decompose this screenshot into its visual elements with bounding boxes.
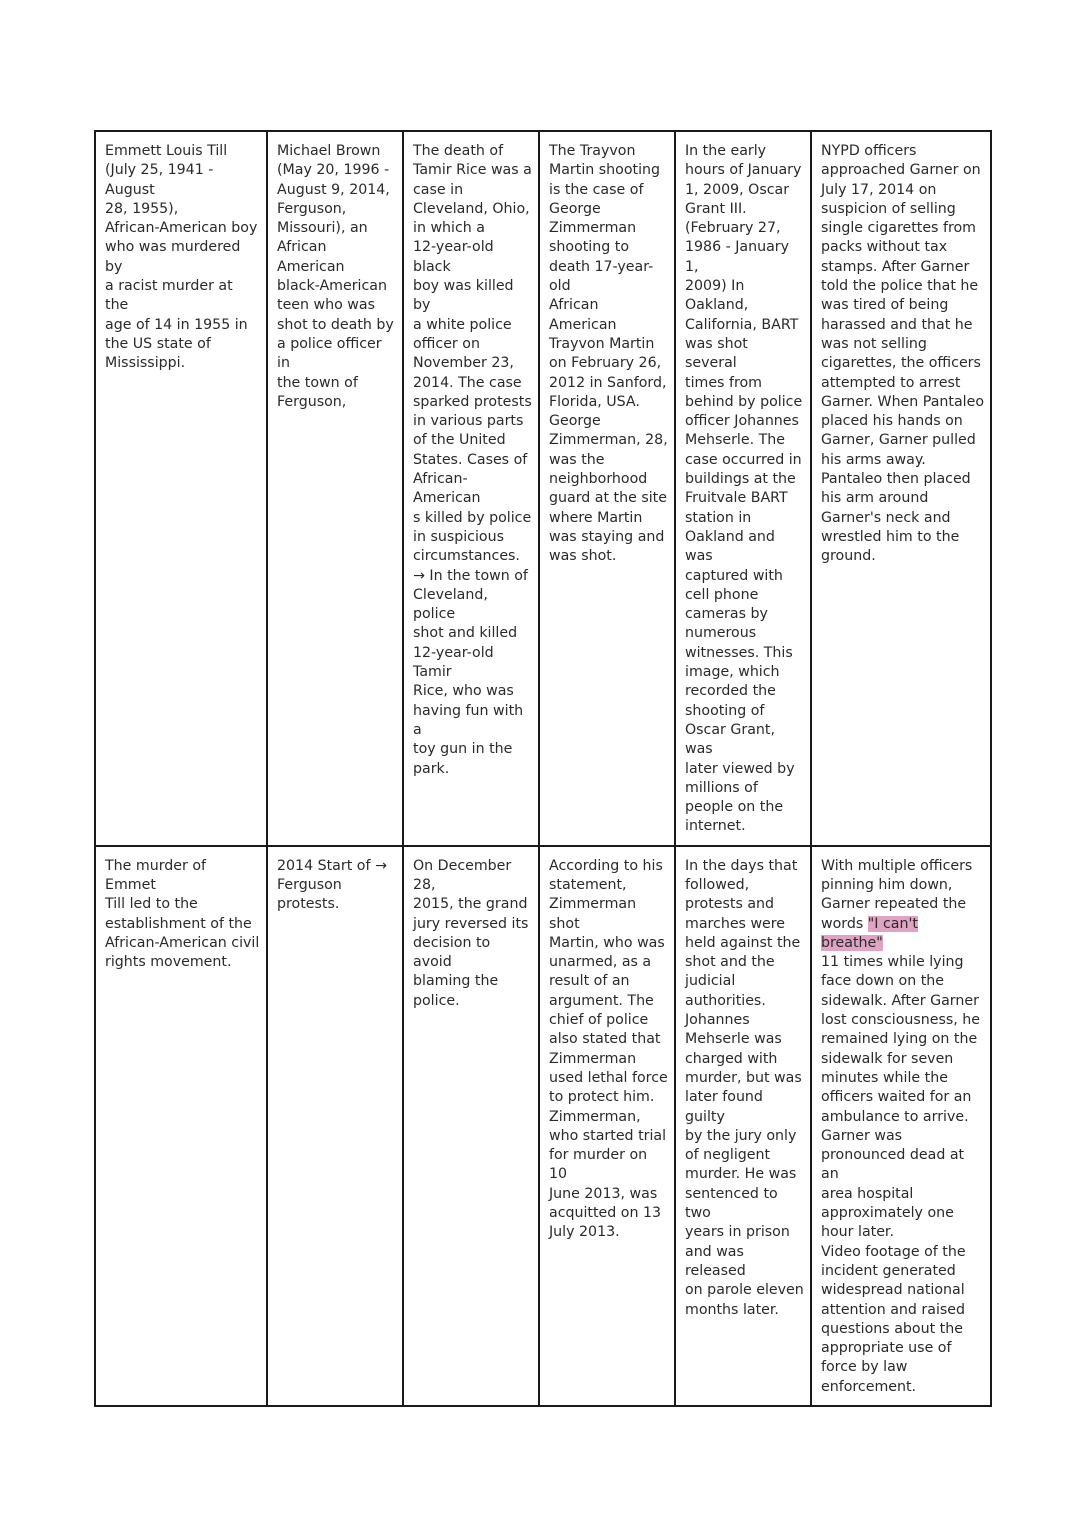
table-cell-rice-outcome: On December 28, 2015, the grand jury reversed its decision to avoid blaming the police.: [403, 846, 539, 1406]
highlighted-quote: "I can't breathe": [821, 915, 918, 951]
table-row: [95, 131, 991, 846]
garner-text-after: 11 times while lying face down on the sidewalk. After Garner lost consciousness, he remained lying on the sidewalk for seven minutes while the officers waited for an ambulance to arrive. Garner was pronounced dead at an area hospital approximately one hour later. Video footage of the incident generated widespread national attention and raised questions about the appropriate use of force by law enforcement.: [821, 954, 980, 1395]
table-cell-brown-outcome: 2014 Start of → Ferguson protests.: [267, 846, 403, 1406]
table-cell-eric-garner: NYPD officers approached Garner on July 17, 2014 on suspicion of selling single cigarettes from packs without tax stamps. After Garner told the police that he was tired of being harassed and that he was not selling cigarettes, the officers attempted to arrest Garner. When Pantaleo placed his hands on Garner, Garner pulled his arms away. Pantaleo then placed his arm around Garner's neck and wrestled him to the ground.: [811, 131, 991, 846]
table-cell-emmett-till: Emmett Louis Till (July 25, 1941 - August 28, 1955), African-American boy who was murdered by a racist murder at the age of 14 in 1955 in the US state of Mississippi.: [95, 131, 267, 846]
table-cell-till-outcome: The murder of Emmet Till led to the establishment of the African-American civil rights movement.: [95, 846, 267, 1406]
table-cell-grant-outcome: In the days that followed, protests and marches were held against the shot and the judicial authorities. Johannes Mehserle was charged with murder, but was later found guilty by the jury only of negligent murder. He was sentenced to two years in prison and was released on parole eleven months later.: [675, 846, 811, 1406]
table-cell-garner-outcome: [811, 846, 991, 1406]
table-row: [95, 846, 991, 1406]
table-cell-oscar-grant: In the early hours of January 1, 2009, Oscar Grant III. (February 27, 1986 - January 1, 2009) In Oakland, California, BART was shot several times from behind by police officer Johannes Mehserle. The case occurred in buildings at the Fruitvale BART station in Oakland and was captured with cell phone cameras by numerous witnesses. This image, which recorded the shooting of Oscar Grant, was later viewed by millions of people on the internet.: [675, 131, 811, 846]
garner-text-before: With multiple officers pinning him down, Garner repeated the words: [821, 857, 973, 932]
table-cell-trayvon-martin: The Trayvon Martin shooting is the case of George Zimmerman shooting to death 17-year-old African American Trayvon Martin on February 26, 2012 in Sanford, Florida, USA. George Zimmerman, 28, was the neighborhood guard at the site where Martin was staying and was shot.: [539, 131, 675, 846]
table-cell-tamir-rice: The death of Tamir Rice was a case in Cleveland, Ohio, in which a 12-year-old black boy was killed by a white police officer on November 23, 2014. The case sparked protests in various parts of the United States. Cases of African-American s killed by police in suspicious circumstances. → In the town of Cleveland, police shot and killed 12-year-old Tamir Rice, who was having fun with a toy gun in the park.: [403, 131, 539, 846]
table-cell-michael-brown: Michael Brown (May 20, 1996 - August 9, 2014, Ferguson, Missouri), an African American black-American teen who was shot to death by a police officer in the town of Ferguson,: [267, 131, 403, 846]
cases-table: [94, 130, 992, 1407]
table-cell-martin-outcome: According to his statement, Zimmerman shot Martin, who was unarmed, as a result of an argument. The chief of police also stated that Zimmerman used lethal force to protect him. Zimmerman, who started trial for murder on 10 June 2013, was acquitted on 13 July 2013.: [539, 846, 675, 1406]
